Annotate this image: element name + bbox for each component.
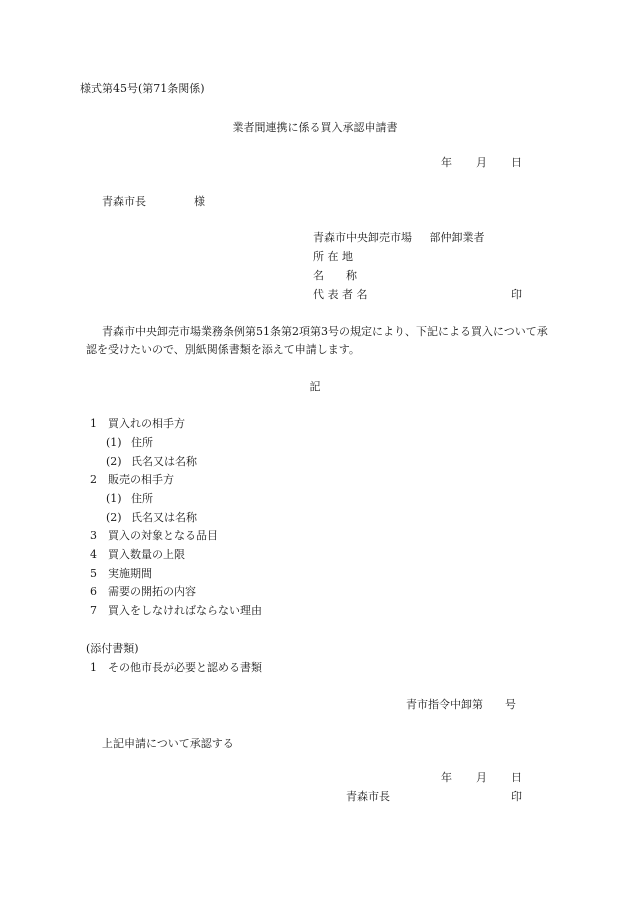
item-number: 2 (90, 473, 97, 486)
addressee (102, 196, 205, 207)
sub-list-item (106, 493, 153, 504)
approval-number-suffix: 号 (505, 698, 516, 711)
attachment-text: その他市長が必要と認める書類 (108, 661, 262, 674)
list-item (90, 549, 185, 560)
item-text: 氏名又は名称 (131, 455, 197, 468)
sub-list-item (106, 512, 197, 523)
item-number: (1) (106, 492, 122, 505)
form-number: 様式第45号(第71条関係) (80, 82, 205, 95)
applicant-seal: 印 (511, 288, 522, 301)
item-number: 6 (90, 585, 97, 598)
item-text: 需要の開拓の内容 (108, 585, 196, 598)
item-text: 実施期間 (108, 567, 152, 580)
applicant-address-label: 所 在 地 (313, 250, 353, 263)
list-item (90, 586, 196, 597)
approval-text: 上記申請について承認する (102, 737, 234, 750)
sub-list-item (106, 456, 197, 467)
addressee-honorific: 様 (194, 195, 205, 208)
item-text: 買入れの相手方 (108, 417, 185, 430)
approval-number (406, 699, 516, 710)
item-text: 販売の相手方 (108, 473, 174, 486)
item-number: 4 (90, 548, 97, 561)
list-item (90, 474, 174, 485)
item-text: 住所 (131, 436, 153, 449)
applicant-rep-label: 代 表 者 名 (313, 288, 368, 301)
item-number: 7 (90, 604, 97, 617)
date-month-label: 月 (476, 156, 487, 169)
item-number: 1 (90, 417, 97, 430)
item-text: 買入をしなければならない理由 (108, 604, 262, 617)
item-text: 住所 (131, 492, 153, 505)
applicant-market-line (313, 232, 485, 243)
list-item (90, 568, 152, 579)
addressee-name: 青森市長 (102, 195, 146, 208)
attachment-item (90, 662, 262, 673)
list-item (90, 605, 262, 616)
document-title: 業者間連携に係る買入承認申請書 (232, 121, 398, 134)
item-text: 買入数量の上限 (108, 548, 185, 561)
item-number: (2) (106, 455, 122, 468)
approval-number-prefix: 青市指令中卸第 (406, 698, 483, 711)
attachment-num: 1 (90, 661, 97, 674)
item-number: (2) (106, 511, 122, 524)
item-number: 3 (90, 529, 97, 542)
item-text: 買入の対象となる品目 (108, 529, 218, 542)
list-item (90, 530, 218, 541)
approval-date-year: 年 (441, 771, 452, 784)
item-number: (1) (106, 436, 122, 449)
date-year-label: 年 (441, 156, 452, 169)
item-number: 5 (90, 567, 97, 580)
sub-list-item (106, 437, 153, 448)
item-text: 氏名又は名称 (131, 511, 197, 524)
date-day-label: 日 (511, 156, 522, 169)
list-item (90, 418, 185, 429)
ki-heading: 記 (309, 380, 321, 393)
approval-mayor: 青森市長 (346, 790, 390, 803)
applicant-name-label: 名 称 (313, 269, 357, 282)
attachments-heading: (添付書類) (86, 642, 139, 655)
body-text: 青森市中央卸売市場業務条例第51条第2項第3号の規定により、下記による買入について承認を受けたいので、別紙関係書類を添えて申請します。 (86, 325, 548, 356)
applicant-market: 青森市中央卸売市場 (313, 231, 412, 244)
approval-date-month: 月 (476, 771, 487, 784)
applicant-role: 部仲卸業者 (429, 231, 485, 244)
approval-date-day: 日 (511, 771, 522, 784)
approval-seal: 印 (511, 790, 522, 803)
